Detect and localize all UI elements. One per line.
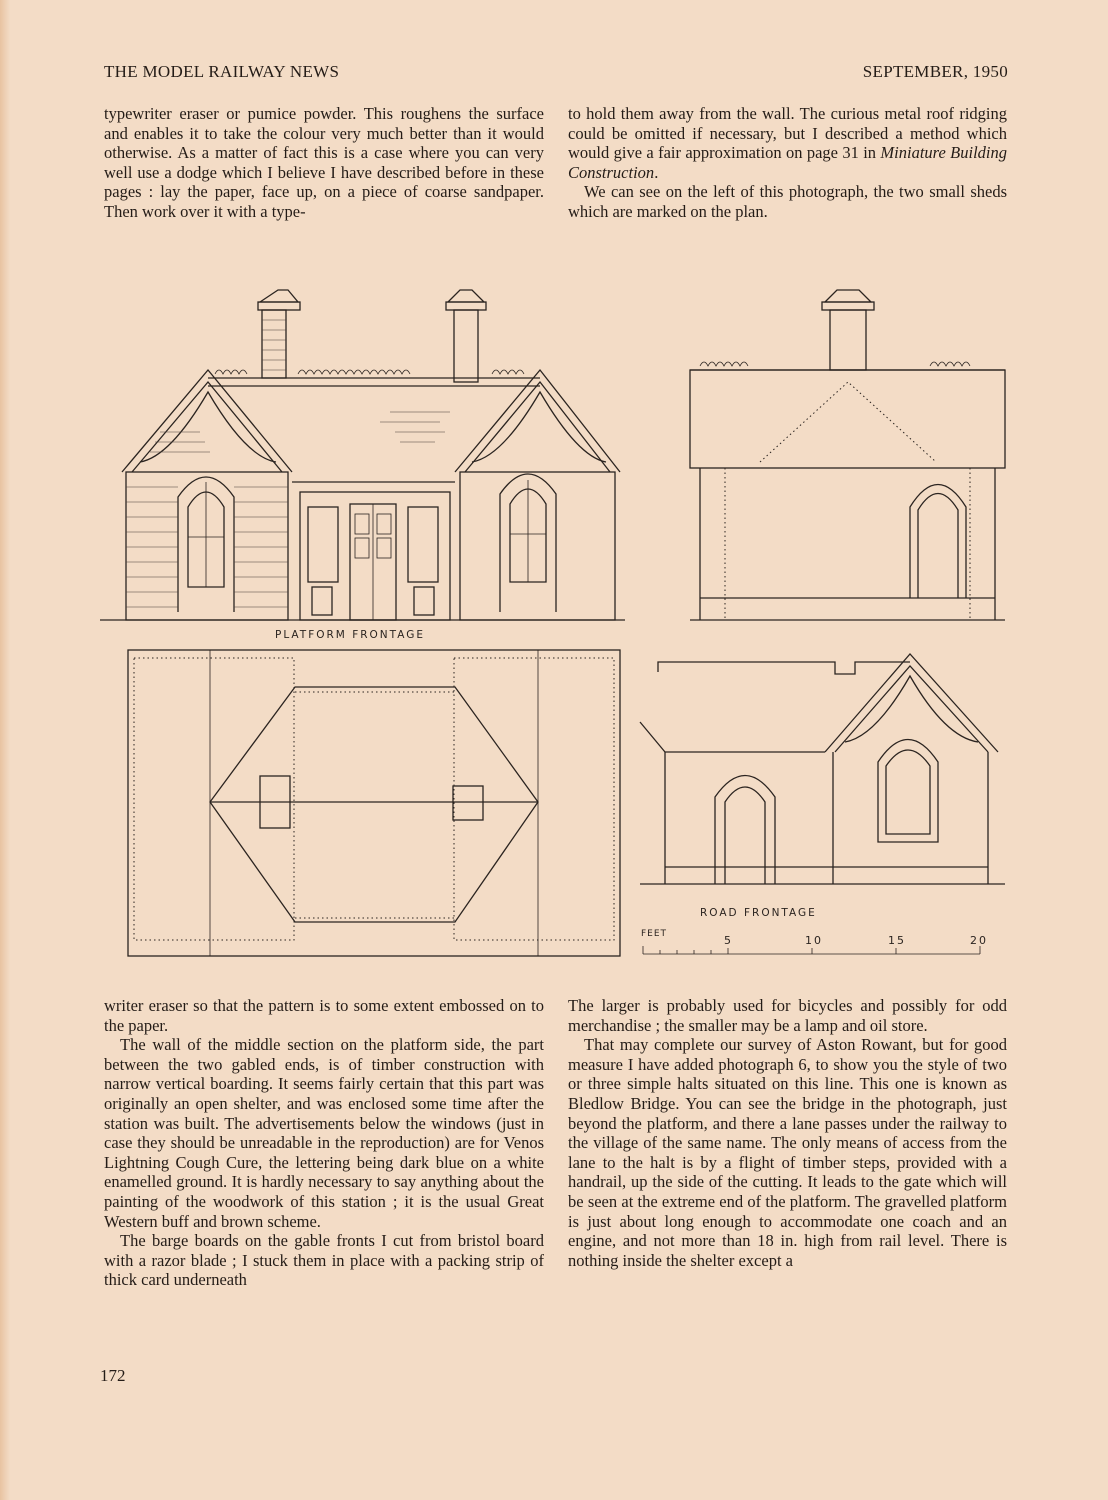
end-elevation — [690, 290, 1005, 620]
page-edge-shadow — [0, 0, 10, 1500]
platform-frontage-label: PLATFORM FRONTAGE — [275, 629, 426, 641]
paragraph: That may complete our survey of Aston Rowant, but for good measure I have added photograph 6, to show you the style of two or three simple halts situated on this line. This one is known as Bledlow Bridge. You can see the bridge in the photograph, just beyond the platform, and there a lane passes under the railway to the village of the same name. The only means of access from the lane to the halt is by a flight of timber steps, provided with a handrail, up the side of the cutting. It leads to the gate which will be seen at the extreme end of the platform. The gravelled platform is just about long enough to accommodate one coach and an engine, and not more than 18 in. high from rail level. There is nothing inside the shelter except a — [568, 1035, 1007, 1270]
middle-timber-section — [292, 412, 455, 620]
column-top-right — [568, 104, 1007, 222]
road-frontage-label: ROAD FRONTAGE — [700, 907, 817, 919]
scale-unit-label: FEET — [641, 929, 668, 939]
station-elevations-drawing — [100, 282, 1010, 972]
paragraph-text: to hold them away from the wall. The curious metal roof ridging could be omitted if necessary, but I described a method which would give a fair approximation on page 31 in — [568, 104, 1007, 163]
running-head-date: SEPTEMBER, 1950 — [862, 62, 1008, 81]
right-gable — [455, 370, 620, 620]
paragraph — [568, 104, 1007, 182]
left-chimney — [258, 290, 300, 378]
paragraph: The larger is probably used for bicycles and possibly for odd merchandise ; the smaller may be a lamp and oil store. — [568, 996, 1007, 1035]
scale-tick-15: 15 — [888, 934, 906, 947]
running-head-title: THE MODEL RAILWAY NEWS — [104, 62, 340, 81]
paragraph: We can see on the left of this photograph, the two small sheds which are marked on the plan. — [568, 182, 1007, 221]
page-number: 172 — [100, 1366, 126, 1385]
platform-frontage-elevation — [100, 290, 625, 641]
column-bottom-right — [568, 996, 1007, 1270]
book-title: Miniature Building Construction — [568, 143, 1008, 182]
scale-tick-10: 10 — [805, 934, 823, 947]
paragraph: The barge boards on the gable fronts I cut from bristol board with a razor blade ; I stuck them in place with a packing strip of thick card underneath — [104, 1231, 544, 1290]
scale-tick-5: 5 — [724, 934, 733, 947]
road-frontage-elevation — [640, 654, 1005, 954]
left-gable — [122, 370, 292, 620]
column-bottom-left — [104, 996, 544, 1290]
paragraph-end: . — [654, 162, 659, 182]
scale-bar — [641, 929, 988, 954]
ground-plan — [128, 650, 620, 956]
paragraph: writer eraser so that the pattern is to some extent embossed on to the paper. — [104, 996, 544, 1035]
paragraph: typewriter eraser or pumice powder. This roughens the surface and enables it to take the colour very much better than it would otherwise. As a matter of fact this is a case where you can very well use a dodge which I believe I have described before in these pages : lay the paper, face up, on a piece of coarse sandpaper. Then work over it with a type- — [104, 104, 544, 221]
paragraph: The wall of the middle section on the platform side, the part between the two gabled ends, is of timber construction with narrow vertical boarding. It seems fairly certain that this part was originally an open shelter, and was enclosed some time after the station was built. The advertisements below the windows (just in case they should be unreadable in the reproduction) are for Venos Lightning Cough Cure, the lettering being dark blue on a white enamelled ground. It is hardly necessary to say anything about the painting of the woodwork of this station ; it is the usual Great Western buff and brown scheme. — [104, 1035, 544, 1231]
scale-tick-20: 20 — [970, 934, 988, 947]
right-chimney — [446, 290, 486, 382]
column-top-left — [104, 104, 544, 222]
